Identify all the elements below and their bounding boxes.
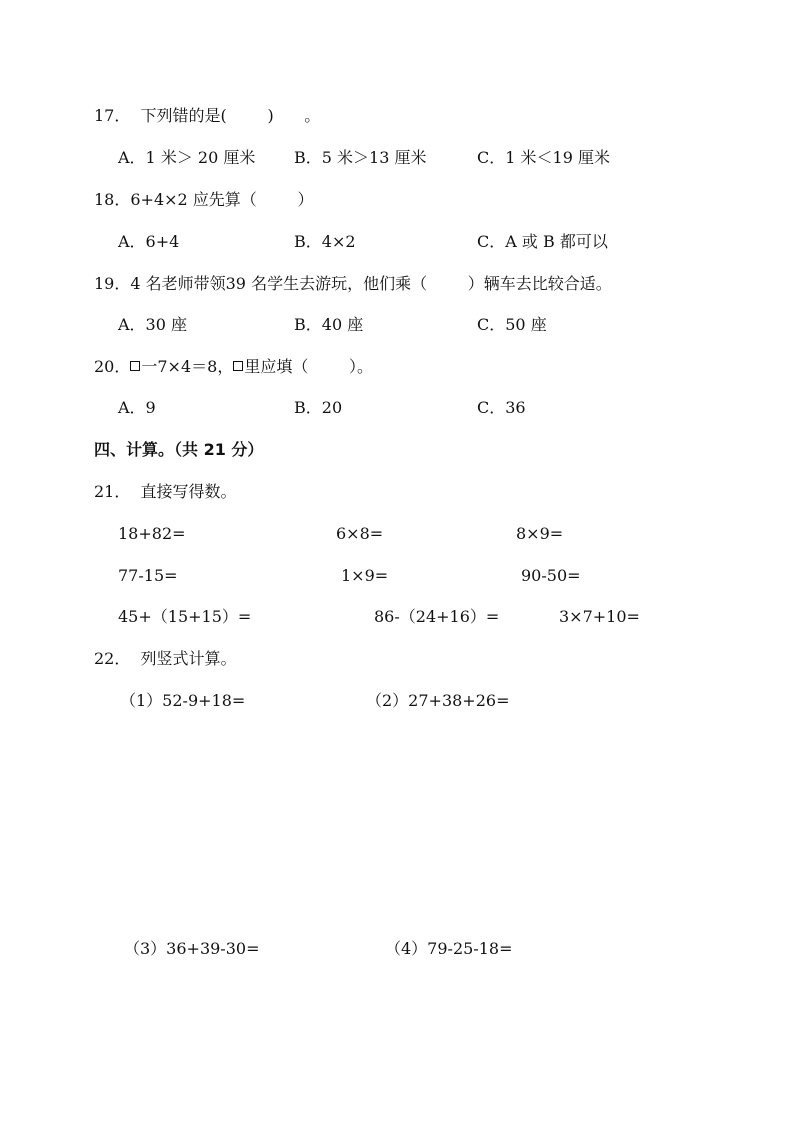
q20-option-c[interactable]: C．36 bbox=[477, 398, 526, 417]
q21-expression: 86-（24+16）= bbox=[374, 607, 500, 626]
q18-option-b[interactable]: B．4×2 bbox=[294, 232, 356, 251]
q19-option-c[interactable]: C．50 座 bbox=[477, 315, 547, 334]
q20-number: 20． bbox=[94, 357, 131, 376]
q21-expression: 6×8= bbox=[336, 524, 384, 543]
q21-expression: 90-50= bbox=[521, 566, 581, 585]
q19-option-b[interactable]: B．40 座 bbox=[294, 315, 364, 334]
question-22-stem: 22． 列竖式计算。 bbox=[94, 649, 237, 668]
q22-problem-4: （4）79-25-18= bbox=[385, 939, 513, 958]
blank-box-icon bbox=[233, 361, 243, 371]
q20-equation: 一7×4＝8， bbox=[141, 357, 234, 376]
q22-problem-3: （3）36+39-30= bbox=[124, 939, 260, 958]
q17-option-a[interactable]: A．1 米＞ 20 厘米 bbox=[118, 148, 256, 167]
q17-option-c[interactable]: C．1 米＜19 厘米 bbox=[477, 148, 610, 167]
q18-option-a[interactable]: A．6+4 bbox=[118, 232, 180, 251]
q19-option-a[interactable]: A．30 座 bbox=[118, 315, 188, 334]
question-19-stem: 19．4 名老师带领39 名学生去游玩，他们乘（ ）辆车去比较合适。 bbox=[94, 274, 612, 293]
question-21-stem: 21． 直接写得数。 bbox=[94, 482, 237, 501]
question-17-stem: 17． 下列错的是( ) 。 bbox=[94, 106, 321, 125]
q18-option-c[interactable]: C．A 或 B 都可以 bbox=[477, 232, 608, 251]
q21-expression: 45+（15+15）= bbox=[118, 607, 252, 626]
q20-option-a[interactable]: A．9 bbox=[118, 398, 156, 417]
question-20-stem bbox=[94, 357, 373, 377]
q21-expression: 77-15= bbox=[118, 566, 178, 585]
q21-expression: 18+82= bbox=[118, 524, 186, 543]
q21-expression: 1×9= bbox=[341, 566, 389, 585]
q22-problem-1: （1）52-9+18= bbox=[120, 691, 246, 710]
q21-expression: 3×7+10= bbox=[559, 607, 640, 626]
q22-problem-2: （2）27+38+26= bbox=[366, 691, 510, 710]
q20-prompt: 里应填（ ）。 bbox=[244, 357, 374, 376]
blank-box-icon bbox=[130, 361, 140, 371]
q17-option-b[interactable]: B．5 米＞13 厘米 bbox=[294, 148, 427, 167]
question-18-stem: 18．6+4×2 应先算（ ） bbox=[94, 190, 314, 209]
section-heading: 四、计算。（共 21 分） bbox=[94, 440, 264, 459]
q21-expression: 8×9= bbox=[516, 524, 564, 543]
q20-option-b[interactable]: B．20 bbox=[294, 398, 343, 417]
